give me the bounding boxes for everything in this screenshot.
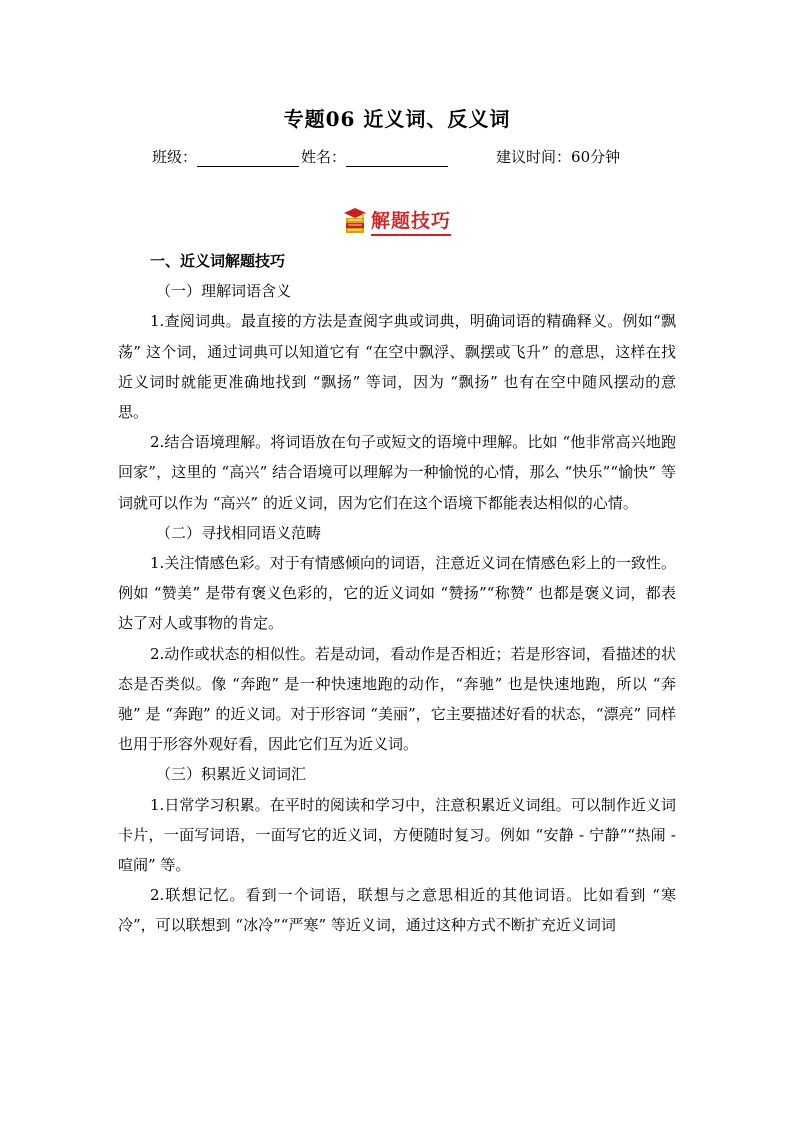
name-label: 姓名：: [301, 148, 347, 166]
content-body: [118, 246, 676, 941]
page-title: 专题06 近义词、反义词: [283, 107, 511, 131]
paragraph-action-state: 2.动作或状态的相似性。若是动词，看动作是否相近；若是形容词，看描述的状态是否类似。像 “奔跑” 是一种快速地跑的动作，“奔驰” 也是快速地跑，所以 “奔驰” 是 “奔跑” 的近义词。对于形容词 “美丽”，它主要描述好看的状态，“漂亮” 同样也用于形容外观好看，因此它们互为近义词。: [118, 644, 676, 754]
paragraph-dictionary: 1.查阅词典。最直接的方法是查阅字典或词典，明确词语的精确释义。例如“飘荡” 这个词，通过词典可以知道它有 “在空中飘浮、飘摆或飞升” 的意思，这样在找近义词时就能更准确地找到 “飘扬” 等词，因为 “飘扬” 也有在空中随风摆动的意思。: [118, 312, 676, 422]
paragraph-emotional-color: 1.关注情感色彩。对于有情感倾向的词语，注意近义词在情感色彩上的一致性。例如 “赞美” 是带有褒义色彩的，它的近义词如 “赞扬”“称赞” 也都是褒义词，都表达了对人或事物的肯定。: [118, 554, 676, 633]
class-label: 班级：: [152, 148, 198, 166]
subheading-accumulate-vocab: （三）积累近义词词汇: [156, 765, 307, 784]
class-blank: [197, 150, 299, 167]
time-label: 建议时间：60分钟: [496, 148, 621, 166]
subheading-understand-meaning: （一）理解词语含义: [156, 282, 292, 301]
paragraph-context: 2.结合语境理解。将词语放在句子或短文的语境中理解。比如 “他非常高兴地跑回家”，这里的 “高兴” 结合语境可以理解为一种愉悦的心情，那么 “快乐”“愉快” 等词就可以作为 “高兴” 的近义词，因为它们在这个语境下都能表达相似的心情。: [118, 433, 676, 512]
heading-synonym-tips: 一、近义词解题技巧: [150, 252, 286, 270]
section-banner: [0, 206, 794, 236]
paragraph-daily-accumulation: 1.日常学习积累。在平时的阅读和学习中，注意积累近义词组。可以制作近义词卡片，一面写词语，一面写它的近义词，方便随时复习。例如 “安静 - 宁静”“热闹 - 喧闹” 等。: [118, 795, 676, 875]
subheading-semantic-category: （二）寻找相同语义范畴: [156, 523, 322, 542]
section-banner-label: 解题技巧: [371, 206, 451, 236]
paragraph-association-memory: 2.联想记忆。看到一个词语，联想与之意思相近的其他词语。比如看到 “寒冷”，可以联想到 “冰冷”“严寒” 等近义词，通过这种方式不断扩充近义词词: [118, 886, 676, 935]
name-blank: [346, 150, 448, 167]
student-info-row: [152, 146, 620, 167]
graduation-cap-books-icon: [343, 207, 367, 235]
